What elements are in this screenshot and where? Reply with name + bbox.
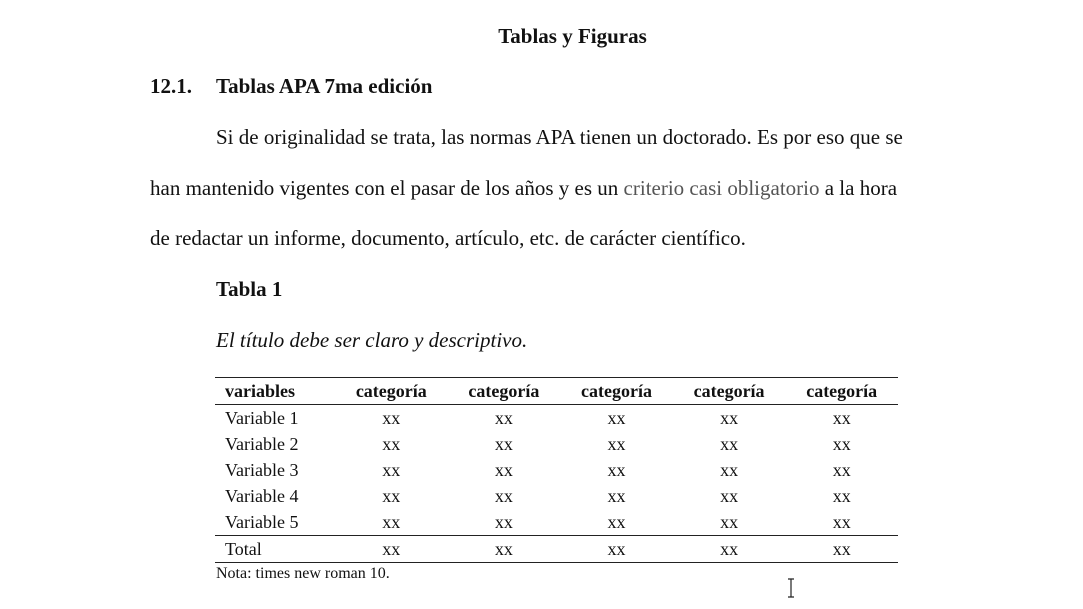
table-row xyxy=(215,509,898,536)
table-cell: xx xyxy=(720,460,739,480)
table-note: Nota: times new roman 10. xyxy=(216,565,390,582)
table-cell: xx xyxy=(832,486,851,506)
table-row xyxy=(215,457,898,483)
header-categoria-2: categoría xyxy=(468,381,540,401)
table-cell: xx xyxy=(832,408,851,428)
paragraph-line-2 xyxy=(150,175,897,201)
table-cell: xx xyxy=(382,460,401,480)
header-variables: variables xyxy=(225,381,295,401)
paragraph-line-3: de redactar un informe, documento, artículo, etc. de carácter científico. xyxy=(150,226,746,250)
header-categoria-1: categoría xyxy=(355,381,427,401)
text-cursor-icon xyxy=(786,578,796,598)
row-label: Variable 1 xyxy=(225,408,299,428)
table-cell: xx xyxy=(832,512,851,532)
table-cell: xx xyxy=(607,408,626,428)
total-cell: xx xyxy=(832,539,851,559)
table-label: Tabla 1 xyxy=(216,277,283,301)
criterio-link[interactable]: criterio casi obligatorio xyxy=(623,176,820,200)
page-title: Tablas y Figuras xyxy=(498,24,647,48)
table-header-row xyxy=(215,378,898,405)
total-cell: xx xyxy=(607,539,626,559)
header-categoria-5: categoría xyxy=(806,381,878,401)
table-cell: xx xyxy=(607,486,626,506)
table-cell: xx xyxy=(382,408,401,428)
table-row xyxy=(215,483,898,509)
table-cell: xx xyxy=(720,434,739,454)
section-heading xyxy=(150,73,432,99)
table-cell: xx xyxy=(720,512,739,532)
table-cell: xx xyxy=(382,486,401,506)
total-cell: xx xyxy=(494,539,513,559)
table-cell: xx xyxy=(494,434,513,454)
table-cell: xx xyxy=(382,512,401,532)
table-cell: xx xyxy=(720,486,739,506)
section-heading-text: Tablas APA 7ma edición xyxy=(216,74,433,98)
table-cell: xx xyxy=(607,512,626,532)
table-cell: xx xyxy=(494,512,513,532)
table-cell: xx xyxy=(494,408,513,428)
paragraph-line-2-end: a la hora xyxy=(819,176,898,200)
table-total-row xyxy=(215,536,898,563)
header-categoria-3: categoría xyxy=(581,381,652,401)
table-cell: xx xyxy=(494,460,513,480)
table-cell: xx xyxy=(832,434,851,454)
table-cell: xx xyxy=(832,460,851,480)
row-label: Variable 3 xyxy=(225,460,299,480)
apa-table xyxy=(215,377,898,563)
paragraph-line-1: Si de originalidad se trata, las normas APA tienen un doctorado. Es por eso que se xyxy=(216,125,903,149)
table-cell: xx xyxy=(720,408,739,428)
table-row xyxy=(215,431,898,457)
header-categoria-4: categoría xyxy=(693,381,765,401)
row-label: Variable 2 xyxy=(225,434,299,454)
section-number: 12.1. xyxy=(150,74,192,98)
table-cell: xx xyxy=(494,486,513,506)
row-label: Variable 4 xyxy=(225,486,299,506)
table-row xyxy=(215,405,898,432)
total-cell: xx xyxy=(382,539,401,559)
table-cell: xx xyxy=(607,434,626,454)
table-caption: El título debe ser claro y descriptivo. xyxy=(216,328,528,352)
total-label: Total xyxy=(225,539,262,559)
table-cell: xx xyxy=(382,434,401,454)
paragraph-line-2-start: han mantenido vigentes con el pasar de los años y es un xyxy=(150,176,624,200)
total-cell: xx xyxy=(720,539,739,559)
row-label: Variable 5 xyxy=(225,512,299,532)
table-cell: xx xyxy=(607,460,626,480)
